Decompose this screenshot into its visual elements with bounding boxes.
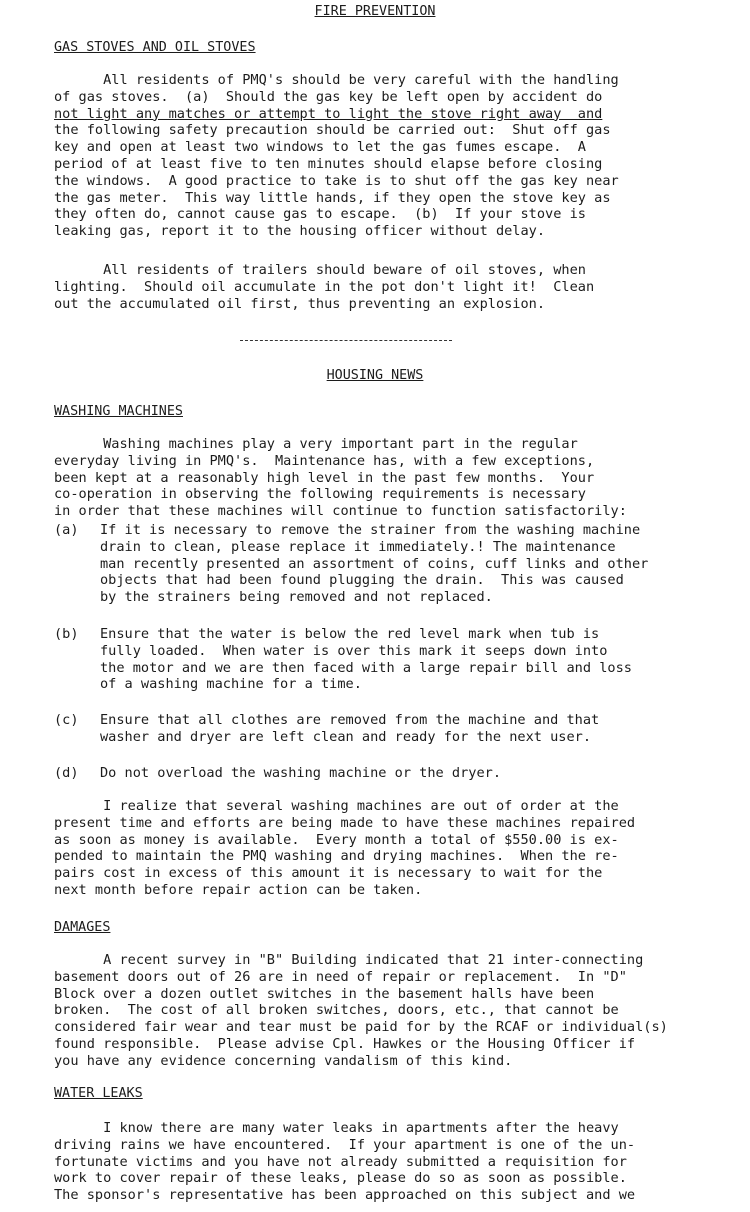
list-item-d xyxy=(54,765,714,782)
text-line: The sponsor's representative has been approached on this subject and we xyxy=(54,1187,636,1204)
text-line: been kept at a reasonably high level in the past few months. Your xyxy=(54,469,595,486)
list-item-a xyxy=(54,522,714,606)
text-line: washer and dryer are left clean and ready for the next user. xyxy=(100,728,592,745)
text-line: drain to clean, please replace it immediately.! The maintenance xyxy=(100,538,616,555)
text-line: I realize that several washing machines are out of order at the xyxy=(54,798,619,814)
text-line: Block over a dozen outlet switches in the basement halls have been xyxy=(54,985,595,1002)
text-line: co-operation in observing the following requirements is necessary xyxy=(54,486,586,503)
text-line: you have any evidence concerning vandalism of this kind. xyxy=(54,1052,513,1069)
washing-closing-paragraph xyxy=(54,798,704,899)
text-line: fully loaded. When water is over this mark it seeps down into xyxy=(100,642,608,659)
water-leaks-subheading: WATER LEAKS xyxy=(54,1086,143,1101)
text-line: basement doors out of 26 are in need of repair or replacement. In "D" xyxy=(54,968,627,985)
text-line: out the accumulated oil first, thus preventing an explosion. xyxy=(54,295,546,312)
list-item-b xyxy=(54,626,714,693)
text-line: everyday living in PMQ's. Maintenance has, with a few exceptions, xyxy=(54,452,595,469)
gas-stoves-subheading: GAS STOVES AND OIL STOVES xyxy=(54,40,256,55)
text-line: If it is necessary to remove the strainer from the washing machine xyxy=(100,522,641,538)
text-line: by the strainers being removed and not replaced. xyxy=(100,589,493,606)
damages-subheading: DAMAGES xyxy=(54,920,111,935)
text-line: Ensure that all clothes are removed from the machine and that xyxy=(100,712,600,728)
list-item-c xyxy=(54,712,714,746)
list-item-label: (d) xyxy=(54,765,79,781)
text-line: of a washing machine for a time. xyxy=(100,676,362,693)
section-divider xyxy=(240,340,452,341)
text-line-underlined: not light any matches or attempt to light the stove right away and xyxy=(54,105,603,122)
text-line: pended to maintain the PMQ washing and drying machines. When the re- xyxy=(54,848,619,865)
text-line: as soon as money is available. Every month a total of $550.00 is ex- xyxy=(54,831,619,848)
text-line: key and open at least two windows to let the gas fumes escape. A xyxy=(54,139,586,156)
text-line: All residents of trailers should beware of oil stoves, when xyxy=(54,262,586,278)
water-leaks-paragraph xyxy=(54,1120,704,1204)
fire-prevention-title: FIRE PREVENTION xyxy=(314,4,436,19)
text-line: man recently presented an assortment of coins, cuff links and other xyxy=(100,555,649,572)
text-line: I know there are many water leaks in apartments after the heavy xyxy=(54,1120,619,1136)
text-line: pairs cost in excess of this amount it is necessary to wait for the xyxy=(54,865,603,882)
text-line: work to cover repair of these leaks, please do so as soon as possible. xyxy=(54,1170,627,1187)
washing-intro-paragraph xyxy=(54,436,704,520)
text-line: the windows. A good practice to take is to shut off the gas key near xyxy=(54,172,619,189)
text-line: Ensure that the water is below the red level mark when tub is xyxy=(100,626,600,642)
text-line: period of at least five to ten minutes should elapse before closing xyxy=(54,155,603,172)
text-line: considered fair wear and tear must be paid for by the RCAF or individual(s) xyxy=(54,1019,668,1036)
text-line: A recent survey in "B" Building indicated that 21 inter-connecting xyxy=(54,952,644,968)
text-line: of gas stoves. (a) Should the gas key be left open by accident do xyxy=(54,88,603,105)
text-line: present time and efforts are being made to have these machines repaired xyxy=(54,814,636,831)
text-line: driving rains we have encountered. If your apartment is one of the un- xyxy=(54,1136,636,1153)
text-line: the following safety precaution should be carried out: Shut off gas xyxy=(54,122,611,139)
list-item-label: (a) xyxy=(54,522,79,538)
text-line: the motor and we are then faced with a large repair bill and loss xyxy=(100,659,632,676)
text-line: found responsible. Please advise Cpl. Hawkes or the Housing Officer if xyxy=(54,1035,636,1052)
text-line: All residents of PMQ's should be very careful with the handling xyxy=(54,72,619,88)
text-line: Do not overload the washing machine or the dryer. xyxy=(100,765,502,781)
text-line: in order that these machines will continue to function satisfactorily: xyxy=(54,503,627,520)
text-line: lighting. Should oil accumulate in the pot don't light it! Clean xyxy=(54,278,595,295)
text-line: broken. The cost of all broken switches, doors, etc., that cannot be xyxy=(54,1002,619,1019)
text-line: Washing machines play a very important part in the regular xyxy=(54,436,578,452)
list-item-label: (c) xyxy=(54,712,79,728)
washing-machines-subheading: WASHING MACHINES xyxy=(54,404,183,419)
text-line: next month before repair action can be taken. xyxy=(54,881,423,898)
text-line: leaking gas, report it to the housing officer without delay. xyxy=(54,223,546,240)
text-line: objects that had been found plugging the drain. This was caused xyxy=(100,572,624,589)
gas-stoves-paragraph xyxy=(54,72,704,240)
text-line: they often do, cannot cause gas to escape. (b) If your stove is xyxy=(54,206,586,223)
text-line: fortunate victims and you have not already submitted a requisition for xyxy=(54,1153,627,1170)
damages-paragraph xyxy=(54,952,704,1070)
text-line: the gas meter. This way little hands, if they open the stove key as xyxy=(54,189,611,206)
oil-stoves-paragraph xyxy=(54,262,704,312)
housing-news-title: HOUSING NEWS xyxy=(326,368,424,383)
list-item-label: (b) xyxy=(54,626,79,642)
